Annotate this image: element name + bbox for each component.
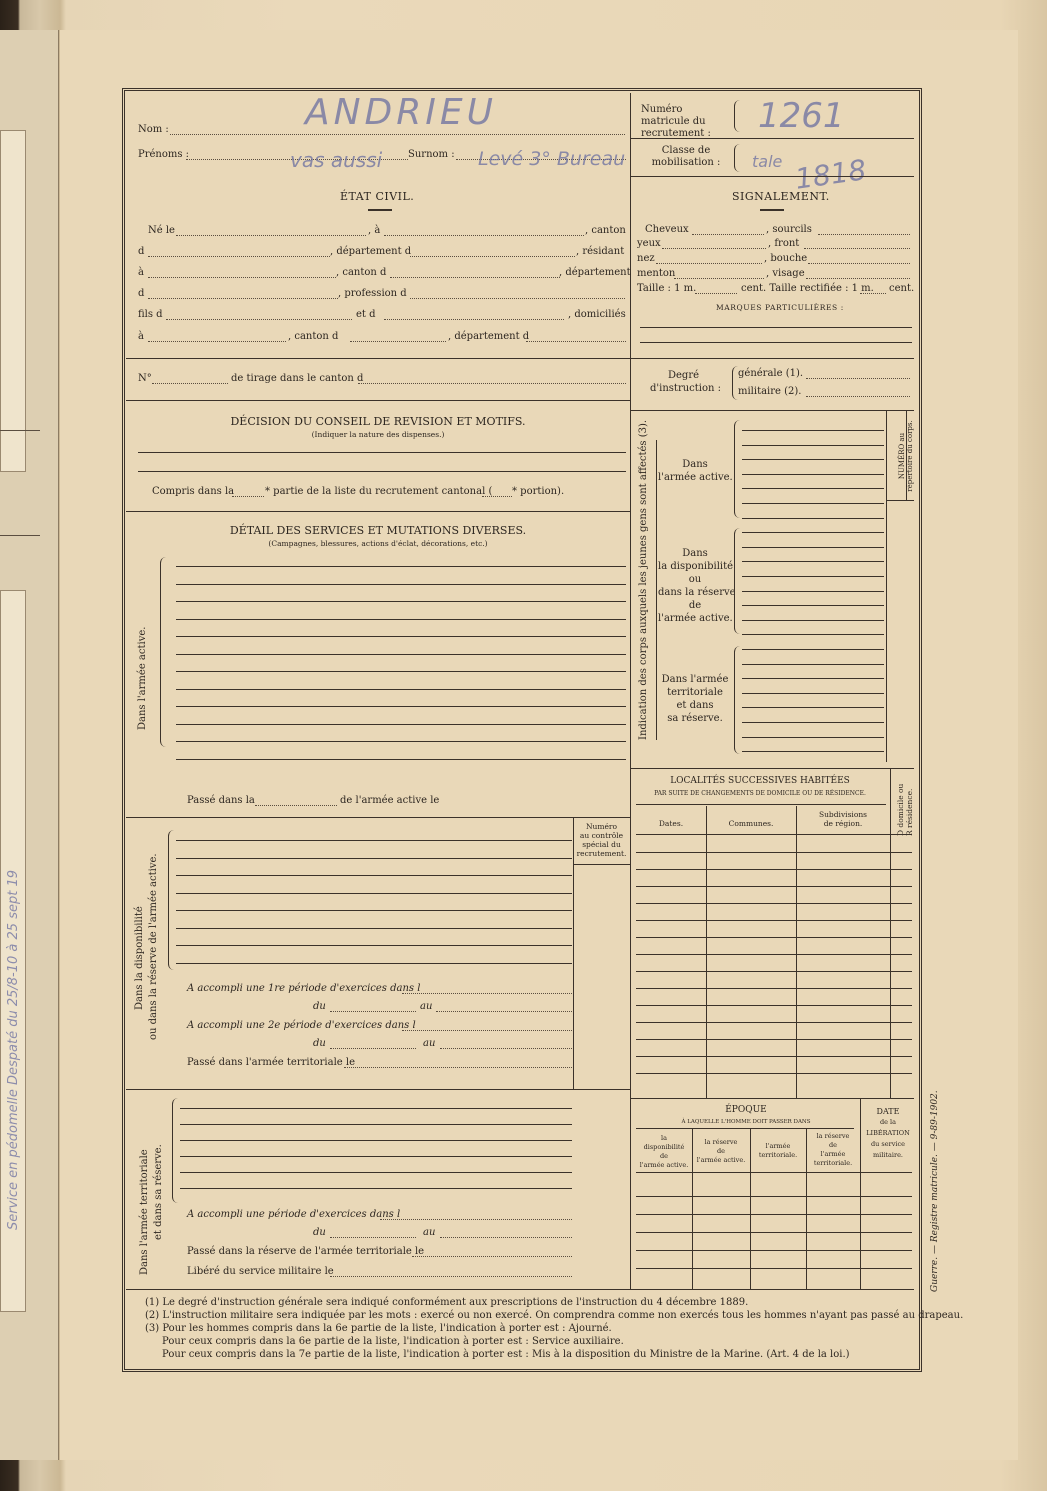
epoque-col3 <box>750 1142 806 1160</box>
ruled-line <box>176 928 572 929</box>
corps-line: l'armée active. <box>658 613 733 624</box>
degre-label: Degré <box>668 370 700 381</box>
ruled-line <box>636 937 912 938</box>
date-line: militaire. <box>873 1151 903 1159</box>
ruled-line <box>742 620 884 621</box>
corps-vertical-label: Indication des corps auxquels les jeunes gens sont affectés (3). <box>638 419 649 740</box>
epoque-line: de <box>716 1147 725 1155</box>
ruled-line <box>742 707 884 708</box>
ruled-line <box>636 1022 912 1023</box>
departement2-label: , département <box>559 267 631 278</box>
corps-line: Dans <box>682 459 708 470</box>
epoque-line: territoriale. <box>758 1151 798 1159</box>
services-subtitle: (Campagnes, blessures, actions d'éclat, décorations, etc.) <box>268 539 488 548</box>
territoriale-label-1: Dans l'armée territoriale <box>139 1149 150 1275</box>
numero-controle-line: au contrôle <box>579 831 624 840</box>
ruled-line <box>176 945 572 946</box>
et-d-label: et d <box>356 309 376 320</box>
partie-label: * partie de la liste du recrutement cantonal ( <box>265 486 493 497</box>
epoque-col1 <box>636 1134 692 1170</box>
ruled-line <box>742 664 884 665</box>
passe-dans-la-label: Passé dans la <box>187 795 255 806</box>
a-label: , à <box>368 225 381 236</box>
libere-label: Libéré du service militaire le <box>187 1266 334 1277</box>
subdivisions-line: Subdivisions <box>818 810 868 819</box>
date-line: DATE <box>876 1107 900 1116</box>
ruled-line <box>742 591 884 592</box>
ruled-line <box>176 724 626 725</box>
corps-line: et dans <box>676 700 714 711</box>
date-line: LIBÉRATION <box>866 1129 910 1137</box>
visage-label: , visage <box>766 268 805 279</box>
surnom-value: Levé 3° Bureau <box>478 148 626 170</box>
epoque-line: l'armée active. <box>696 1156 746 1164</box>
footnote-5: Pour ceux compris dans la 7e partie de la liste, l'indication à porter est : Mis à la disposition du Ministre de la Marine. (Art. 4 de la loi.) <box>162 1349 850 1360</box>
epoque-line: l'armée <box>820 1150 846 1158</box>
residant-label: , résidant <box>576 246 625 257</box>
ruled-line <box>742 503 884 504</box>
corps-active-label <box>658 458 732 484</box>
ruled-line <box>180 1188 572 1189</box>
epoque-line: de <box>828 1141 837 1149</box>
ruled-line <box>636 1268 912 1269</box>
ruled-line <box>742 430 884 431</box>
a2-label: à <box>138 267 144 278</box>
epoque-line: la réserve <box>704 1138 738 1146</box>
ruled-line <box>742 576 884 577</box>
nez-label: nez <box>637 253 655 264</box>
ruled-line <box>636 852 912 853</box>
armee-active-label: Dans l'armée active. <box>137 626 148 730</box>
ruled-line <box>636 1005 912 1006</box>
passe-reserve-label: Passé dans la réserve de l'armée territoriale le <box>187 1246 425 1257</box>
ruled-line <box>180 1156 572 1157</box>
epoque-line: la <box>661 1134 667 1142</box>
adjacent-page <box>0 30 59 1460</box>
armee-active-le-label: de l'armée active le <box>340 795 440 806</box>
localites-subtitle: PAR SUITE DE CHANGEMENTS DE DOMICILE OU DE RÉSIDENCE. <box>654 790 866 797</box>
ruled-line <box>176 741 626 742</box>
corps-line: Dans <box>682 548 708 559</box>
col-subdivisions <box>796 810 890 828</box>
ruled-line <box>742 678 884 679</box>
ruled-line <box>742 561 884 562</box>
epoque-col2 <box>692 1138 750 1165</box>
nom-label: Nom : <box>138 124 169 135</box>
corps-line: dans la réserve <box>658 587 736 598</box>
epoque-line: de <box>659 1152 668 1160</box>
ruled-line <box>180 1172 572 1173</box>
ruled-line <box>636 971 912 972</box>
col-communes: Communes. <box>728 819 774 828</box>
departement-label: , département d <box>330 246 412 257</box>
ruled-line <box>176 706 626 707</box>
ruled-line <box>176 584 626 585</box>
yeux-label: yeux <box>637 238 661 249</box>
signalement-title: SIGNALEMENT. <box>732 190 830 203</box>
bouche-label: , bouche <box>764 253 808 264</box>
ruled-line <box>742 459 884 460</box>
d2-label: d <box>138 288 145 299</box>
ruled-line <box>636 1039 912 1040</box>
footnote-4: Pour ceux compris dans la 6e partie de la liste, l'indication à porter est : Service auxiliaire. <box>162 1336 624 1347</box>
ruled-line <box>176 654 626 655</box>
ruled-line <box>636 1073 912 1074</box>
localites-title: LOCALITÉS SUCCESSIVES HABITÉES <box>670 776 850 786</box>
ruled-line <box>742 488 884 489</box>
epoque-col4 <box>806 1132 860 1168</box>
corps-line: ou <box>688 574 702 585</box>
ruled-line <box>176 759 626 760</box>
corps-dispo-label <box>658 547 736 625</box>
periode-1-label: A accompli une 1re période d'exercices dans l <box>187 983 421 994</box>
ruled-line <box>180 1140 572 1141</box>
tirage-label: de tirage dans le canton d <box>231 373 364 384</box>
ruled-line <box>742 737 884 738</box>
corps-line: la disponibilité <box>658 561 734 572</box>
prenoms-label: Prénoms : <box>138 149 190 160</box>
footnote-1: (1) Le degré d'instruction générale sera indiqué conformément aux prescriptions de l'instruction du 4 décembre 1889. <box>145 1297 749 1308</box>
domicile-label: D domicile ou R résidence. <box>896 783 914 836</box>
epoque-subtitle: À LAQUELLE L'HOMME DOIT PASSER DANS <box>681 1119 811 1125</box>
menton-label: menton <box>637 268 676 279</box>
etat-civil-title: ÉTAT CIVIL. <box>340 190 415 203</box>
corps-line: Dans l'armée <box>661 674 729 685</box>
epoque-title: ÉPOQUE <box>725 1105 767 1115</box>
date-line: de la <box>879 1118 897 1126</box>
a3-label: à <box>138 331 144 342</box>
date-line: du service <box>871 1140 905 1148</box>
ruled-line <box>742 547 884 548</box>
date-liberation-col <box>862 1106 914 1161</box>
ruled-line <box>636 1214 912 1215</box>
numero-repertoire-label: NUMÉRO au répertoire du corps. <box>898 420 914 492</box>
epoque-line: disponibilité <box>643 1143 685 1151</box>
adjacent-sheet-edge <box>0 130 26 472</box>
matricule-label-text: Numéro matricule du recrutement : <box>641 104 711 139</box>
au-3-label: au <box>423 1227 436 1238</box>
surnom-label: Surnom : <box>408 149 455 160</box>
taille-label: Taille : 1 m. <box>637 283 697 294</box>
ruled-line <box>176 963 572 964</box>
margin-handwriting: Service en pédomelle Despaté du 25/8-10 à 25 sept 19 <box>6 870 21 1230</box>
disponibilite-label-1: Dans la disponibilité <box>134 906 145 1010</box>
classe-value: 1818 <box>793 153 869 196</box>
cent-label: cent. <box>889 283 915 294</box>
ruled-line <box>636 886 912 887</box>
compris-label: Compris dans la <box>152 486 235 497</box>
ruled-line <box>176 619 626 620</box>
canton-d2-label: , canton d <box>288 331 339 342</box>
footnote-2: (2) L'instruction militaire sera indiquée par les mots : exercé ou non exercé. On comprendra comme non exercés tous les hommes n'ayant pas passé au drapeau. <box>145 1310 964 1321</box>
ruled-line <box>742 532 884 533</box>
subdivisions-line: de région. <box>823 819 863 828</box>
ruled-line <box>742 518 884 519</box>
ruled-line <box>176 601 626 602</box>
form-frame <box>122 88 922 1372</box>
profession-label: , profession d <box>338 288 407 299</box>
ruled-line <box>176 858 572 859</box>
epoque-line: la réserve <box>816 1132 850 1140</box>
ruled-line <box>636 1196 912 1197</box>
sourcils-label: , sourcils <box>766 224 812 235</box>
ruled-line <box>176 910 572 911</box>
prenoms-value: vas aussi <box>290 148 383 172</box>
d-label: d <box>138 246 145 257</box>
canton-label: , canton <box>585 225 626 236</box>
corps-line: territoriale <box>667 687 723 698</box>
periode-3-label: A accompli une période d'exercices dans l <box>187 1209 401 1220</box>
front-label: , front <box>768 238 800 249</box>
ruled-line <box>636 869 912 870</box>
ne-le-label: Né le <box>148 225 175 236</box>
corps-line: de <box>688 600 702 611</box>
classe-label: Classe de mobilisation : <box>651 145 721 168</box>
col-dates: Dates. <box>658 819 684 828</box>
ruled-line <box>742 722 884 723</box>
ruled-line <box>636 988 912 989</box>
services-title: DÉTAIL DES SERVICES ET MUTATIONS DIVERSES. <box>229 524 527 537</box>
ruled-line <box>742 605 884 606</box>
ruled-line <box>180 1124 572 1125</box>
ruled-line <box>636 1250 912 1251</box>
corps-line: sa réserve. <box>667 713 723 724</box>
epoque-line: l'armée <box>765 1142 791 1150</box>
numero-controle-line: Numéro <box>585 822 618 831</box>
matricule-label <box>641 104 726 140</box>
taille-rectifiee-label: cent. Taille rectifiée : 1 m. <box>741 283 874 294</box>
ruled-line <box>742 649 884 650</box>
classe-note: tale <box>752 152 783 171</box>
instruction-militaire: militaire (2). <box>738 386 802 397</box>
numero-label: N° <box>138 373 152 384</box>
canton-d-label: , canton d <box>336 267 387 278</box>
corps-terr-label <box>658 673 732 725</box>
au-1-label: au <box>420 1001 433 1012</box>
du-1-label: du <box>313 1001 326 1012</box>
ruled-line <box>636 1232 912 1233</box>
ruled-line <box>742 634 884 635</box>
conseil-title: DÉCISION DU CONSEIL DE REVISION ET MOTIFS. <box>230 415 526 428</box>
numero-controle-line: recrutement. <box>576 849 627 858</box>
ruled-line <box>636 920 912 921</box>
domicilies-label: , domiciliés <box>568 309 626 320</box>
corps-line: l'armée active. <box>658 472 733 483</box>
au-2-label: au <box>423 1038 436 1049</box>
portion-label: * portion). <box>512 486 565 497</box>
ruled-line <box>742 693 884 694</box>
ruled-line <box>176 689 626 690</box>
ruled-line <box>176 893 572 894</box>
ruled-line <box>636 954 912 955</box>
du-2-label: du <box>313 1038 326 1049</box>
ruled-line <box>176 840 572 841</box>
ruled-line <box>176 671 626 672</box>
footnote-3: (3) Pour les hommes compris dans la 6e partie de la liste, l'indication à porter est : Ajourné. <box>145 1323 612 1334</box>
du-3-label: du <box>313 1227 326 1238</box>
numero-controle-line: spécial du <box>582 840 621 849</box>
departement-d2-label: , département d <box>448 331 530 342</box>
numero-controle <box>573 822 630 858</box>
conseil-subtitle: (Indiquer la nature des dispenses.) <box>311 430 445 439</box>
imprint-label: Guerre. — Registre matricule. — 9-89-1902. <box>930 1090 940 1292</box>
instruction-generale: générale (1). <box>738 368 804 379</box>
d-instruction-label: d'instruction : <box>650 383 721 394</box>
ruled-line <box>180 1108 572 1109</box>
ruled-line <box>742 751 884 752</box>
ruled-line <box>176 566 626 567</box>
nom-value: ANDRIEU <box>305 92 498 133</box>
ruled-line <box>742 474 884 475</box>
epoque-line: l'armée active. <box>639 1161 689 1169</box>
ruled-line <box>742 445 884 446</box>
marques-label: MARQUES PARTICULIÈRES : <box>716 303 844 312</box>
territoriale-label-2: et dans sa réserve. <box>153 1144 164 1240</box>
fils-label: fils d <box>138 309 163 320</box>
epoque-line: territoriale. <box>813 1159 853 1167</box>
disponibilite-label-2: ou dans la réserve de l'armée active. <box>148 853 159 1040</box>
periode-2-label: A accompli une 2e période d'exercices dans l <box>187 1020 416 1031</box>
ruled-line <box>176 875 572 876</box>
ruled-line <box>176 636 626 637</box>
ruled-line <box>636 1056 912 1057</box>
passe-territoriale-label: Passé dans l'armée territoriale le <box>187 1057 355 1068</box>
cheveux-label: Cheveux <box>645 224 689 235</box>
matricule-value: 1261 <box>758 96 845 136</box>
ruled-line <box>636 903 912 904</box>
